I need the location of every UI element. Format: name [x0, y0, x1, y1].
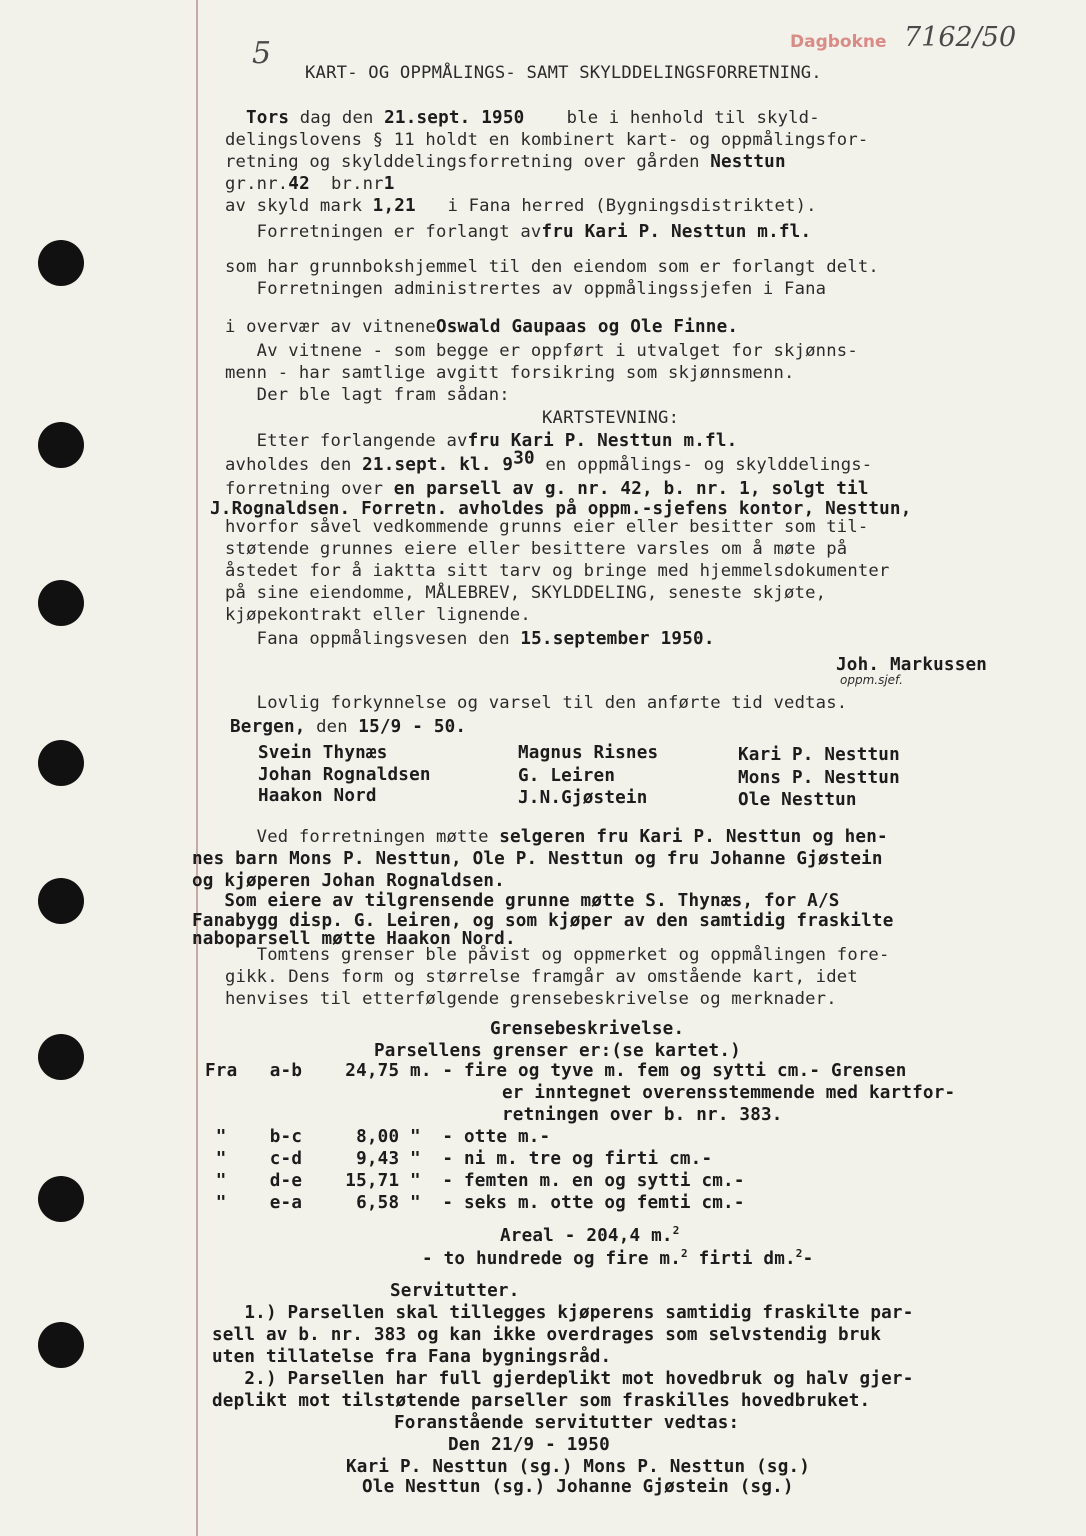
- text-line: støtende grunnes eiere eller besittere varsles om å møte på: [225, 539, 848, 559]
- section-heading: Grensebeskrivelse.: [490, 1019, 685, 1039]
- section-heading: Servitutter.: [390, 1281, 520, 1301]
- text-line: Tomtens grenser ble påvist og oppmerket og oppmålingen fore-: [225, 945, 890, 965]
- text-line: sell av b. nr. 383 og kan ikke overdrages som selvstendig bruk: [212, 1325, 882, 1345]
- text-line: retning og skylddelingsforretning over gården Nesttun: [225, 152, 786, 172]
- text-line: gikk. Dens form og størrelse framgår av omstående kart, idet: [225, 967, 858, 987]
- text-line: retningen over b. nr. 383.: [502, 1105, 783, 1125]
- text-line: menn - har samtlige avgitt forsikring som skjønnsmenn.: [225, 363, 795, 383]
- witness-name: Magnus Risnes: [518, 743, 659, 763]
- witness-name: Johan Rognaldsen: [258, 765, 431, 785]
- witness-name: Ole Nesttun: [738, 790, 857, 810]
- text-line: J.Rognaldsen. Forretn. avholdes på oppm.-sjefens kontor, Nesttun,: [210, 499, 912, 519]
- punch-hole: [38, 422, 84, 468]
- text-line: Fanabygg disp. G. Leiren, og som kjøper av den samtidig fraskilte: [192, 911, 894, 931]
- text-line: 1.) Parsellen skal tillegges kjøperens samtidig fraskilte par-: [212, 1303, 914, 1323]
- text-line: Fana oppmålingsvesen den 15.september 1950.: [225, 629, 715, 649]
- text-line: Etter forlangende avfru Kari P. Nesttun m.fl.: [225, 431, 738, 451]
- witness-name: Kari P. Nesttun: [738, 745, 900, 765]
- punch-hole: [38, 240, 84, 286]
- witness-name: Haakon Nord: [258, 786, 377, 806]
- margin-number: 5: [252, 36, 272, 71]
- text-line: gr.nr.42 br.nr1: [225, 174, 395, 194]
- signature-line: Kari P. Nesttun (sg.) Mons P. Nesttun (sg.): [346, 1457, 811, 1477]
- text-line: Forretningen er forlangt avfru Kari P. Nesttun m.fl.: [225, 222, 812, 242]
- text-line: avholdes den 21.sept. kl. $9^{30}$ en oppmålings- og skylddelings-: [225, 448, 873, 475]
- text-line: i overvær av vitneneOswald Gaupaas og Ole Finne.: [225, 317, 739, 337]
- text-line: Forretningen administrertes av oppmålingssjefen i Fana: [225, 279, 827, 299]
- text-line: Parsellens grenser er:(se kartet.): [374, 1041, 741, 1061]
- boundary-row: " e-a 6,58 " - seks m. otte og femti cm.-: [205, 1193, 745, 1213]
- text-line: Lovlig forkynnelse og varsel til den anførte tid vedtas.: [225, 693, 848, 713]
- punch-hole: [38, 580, 84, 626]
- text-line: kjøpekontrakt eller lignende.: [225, 605, 531, 625]
- text-line: Der ble lagt fram sådan:: [225, 385, 510, 405]
- text-line: Tors dag den 21.sept. 1950 ble i henhold til skyld-: [246, 108, 820, 128]
- text-line: 2.) Parsellen har full gjerdeplikt mot hovedbruk og halv gjer-: [212, 1369, 914, 1389]
- text-line: åstedet for å iaktta sitt tarv og bringe med hjemmelsdokumenter: [225, 561, 890, 581]
- document-title: KART- OG OPPMÅLINGS- SAMT SKYLDDELINGSFORRETNING.: [305, 63, 822, 83]
- text-line: av skyld mark 1,21 i Fana herred (Bygningsdistriktet).: [225, 196, 817, 216]
- section-heading: KARTSTEVNING:: [542, 408, 680, 428]
- text-line: Som eiere av tilgrensende grunne møtte S. Thynæs, for A/S: [192, 891, 840, 911]
- text-line: naboparsell møtte Haakon Nord.: [192, 929, 516, 949]
- punch-hole: [38, 878, 84, 924]
- text-line: hvorfor såvel vedkommende grunns eier eller besitter som til-: [225, 517, 869, 537]
- signature-title: oppm.sjef.: [840, 673, 903, 687]
- text-line: deplikt mot tilstøtende parseller som fraskilles hovedbruket.: [212, 1391, 871, 1411]
- boundary-row: " d-e 15,71 " - femten m. en og sytti cm.-: [205, 1171, 745, 1191]
- text-line: er inntegnet overensstemmende med kartfor-: [502, 1083, 956, 1103]
- text-line: Av vitnene - som begge er oppført i utvalget for skjønns-: [225, 341, 858, 361]
- witness-name: G. Leiren: [518, 766, 616, 786]
- margin-rule: [196, 0, 198, 1536]
- text-line: Den 21/9 - 1950: [448, 1435, 610, 1455]
- text-line: som har grunnbokshjemmel til den eiendom som er forlangt delt.: [225, 257, 879, 277]
- signature-line: Ole Nesttun (sg.) Johanne Gjøstein (sg.): [362, 1477, 794, 1497]
- text-line: på sine eiendomme, MÅLEBREV, SKYLDDELING, seneste skjøte,: [225, 583, 827, 603]
- text-line: og kjøperen Johan Rognaldsen.: [192, 871, 505, 891]
- text-line: henvises til etterfølgende grensebeskrivelse og merknader.: [225, 989, 837, 1009]
- boundary-row: " c-d 9,43 " - ni m. tre og firti cm.-: [205, 1149, 713, 1169]
- boundary-row: " b-c 8,00 " - otte m.-: [205, 1127, 551, 1147]
- text-line: Foranstående servitutter vedtas:: [394, 1413, 740, 1433]
- area-line: Areal - 204,4 m.$^2$: [500, 1224, 680, 1246]
- witness-name: Svein Thynæs: [258, 743, 388, 763]
- text-line: nes barn Mons P. Nesttun, Ole P. Nesttun og fru Johanne Gjøstein: [192, 849, 883, 869]
- text-line: Ved forretningen møtte selgeren fru Kari P. Nesttun og hen-: [225, 827, 888, 847]
- punch-hole: [38, 1322, 84, 1368]
- text-line: delingslovens § 11 holdt en kombinert kart- og oppmålingsfor-: [225, 130, 869, 150]
- punch-hole: [38, 740, 84, 786]
- text-line: uten tillatelse fra Fana bygningsråd.: [212, 1347, 612, 1367]
- journal-number: 7162/50: [904, 22, 1017, 53]
- punch-hole: [38, 1034, 84, 1080]
- punch-hole: [38, 1176, 84, 1222]
- signature-name: Joh. Markussen: [836, 655, 988, 675]
- boundary-row: Fra a-b 24,75 m. - fire og tyve m. fem og sytti cm.- Grensen: [205, 1061, 907, 1081]
- journal-stamp: Dagbokne: [790, 32, 887, 52]
- text-line: Bergen, den 15/9 - 50.: [230, 717, 467, 737]
- area-line: - to hundrede og fire m.$^2$ firti dm.$^2$-: [422, 1247, 814, 1269]
- witness-name: Mons P. Nesttun: [738, 768, 900, 788]
- text-line: forretning over en parsell av g. nr. 42, b. nr. 1, solgt til: [225, 479, 869, 499]
- witness-name: J.N.Gjøstein: [518, 788, 648, 808]
